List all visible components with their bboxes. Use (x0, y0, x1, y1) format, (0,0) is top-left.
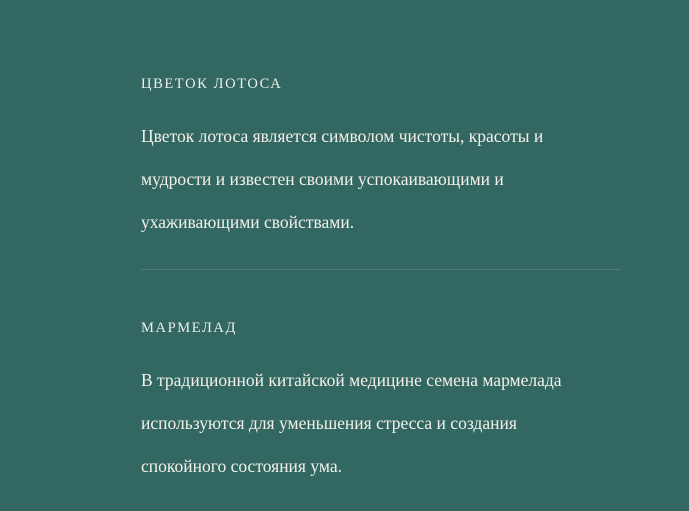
content-column (141, 0, 621, 488)
section-description: Цветок лотоса является символом чистоты, красоты и мудрости и известен своими успокаивающими и ухаживающими свойствами. (141, 126, 544, 232)
section-jujube (141, 270, 621, 488)
section-lotus-flower (141, 0, 621, 270)
section-title: ЦВЕТОК ЛОТОСА (141, 76, 283, 92)
section-description: В традиционной китайской медицине семена мармелада используются для уменьшения стресса и создания спокойного состояния ума. (141, 370, 562, 476)
section-title: МАРМЕЛАД (141, 320, 237, 336)
